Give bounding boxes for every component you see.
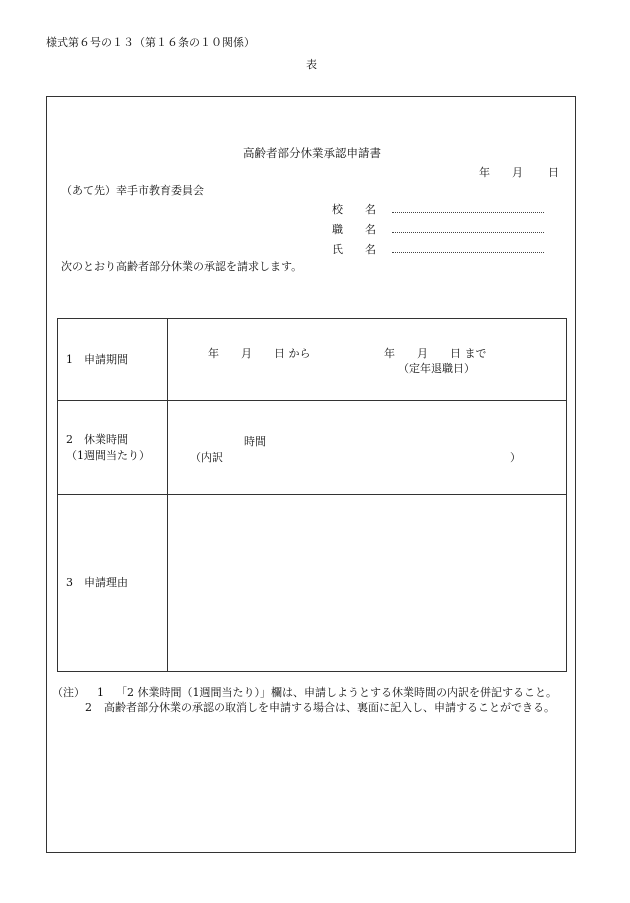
applicant-name-label: 氏 名 (332, 243, 376, 256)
note-1-number: 1 (97, 686, 104, 699)
period-label-cell (58, 319, 168, 401)
note-2-number: 2 (85, 701, 92, 714)
note-1-text: 「2 休業時間（1週間当たり）」欄は、申請しようとする休業時間の内訳を併記すること。 (116, 686, 557, 699)
breakdown-close: ） (510, 451, 521, 464)
hours-label: 2 休業時間 (66, 432, 128, 446)
school-name-line[interactable] (392, 212, 544, 213)
applicant-name-line[interactable] (392, 252, 544, 253)
period-label: 1 申請期間 (66, 352, 128, 366)
school-name-label: 校 名 (332, 203, 376, 216)
date-month-label: 月 (512, 166, 523, 179)
addressee: （あて先）幸手市教育委員会 (61, 184, 204, 197)
form-title: 高齢者部分休業承認申請書 (243, 146, 381, 160)
hours-label-sub: （1週間当たり） (66, 448, 150, 462)
period-value-cell[interactable] (168, 319, 567, 401)
note-2-text: 高齢者部分休業の承認の取消しを申請する場合は、裏面に記入し、申請することができる。 (104, 701, 555, 714)
table-row (58, 319, 567, 401)
note-1 (52, 684, 557, 700)
date-year-label: 年 (479, 166, 490, 179)
period-from: 年 月 日 から (208, 347, 311, 360)
breakdown-open: （内訳 (190, 451, 223, 464)
reason-label: 3 申請理由 (66, 576, 128, 589)
form-number: 様式第６号の１３（第１６条の１０関係） (46, 36, 255, 49)
reason-value-cell[interactable] (168, 495, 567, 672)
table-row (58, 401, 567, 495)
hours-unit: 時間 (244, 435, 266, 448)
notes-prefix: （注） (52, 686, 85, 699)
request-text: 次のとおり高齢者部分休業の承認を請求します。 (61, 260, 303, 273)
period-to: 年 月 日 まで (384, 347, 487, 360)
table-row (58, 495, 567, 672)
reason-label-cell (58, 495, 168, 672)
side-label: 表 (306, 58, 317, 71)
date-day-label: 日 (548, 166, 559, 179)
hours-label-cell (58, 401, 168, 495)
retirement-date-label: （定年退職日） (398, 362, 475, 375)
position-label: 職 名 (332, 223, 376, 236)
application-table (57, 318, 567, 672)
hours-value-cell[interactable] (168, 401, 567, 495)
position-line[interactable] (392, 232, 544, 233)
note-2 (85, 699, 555, 715)
